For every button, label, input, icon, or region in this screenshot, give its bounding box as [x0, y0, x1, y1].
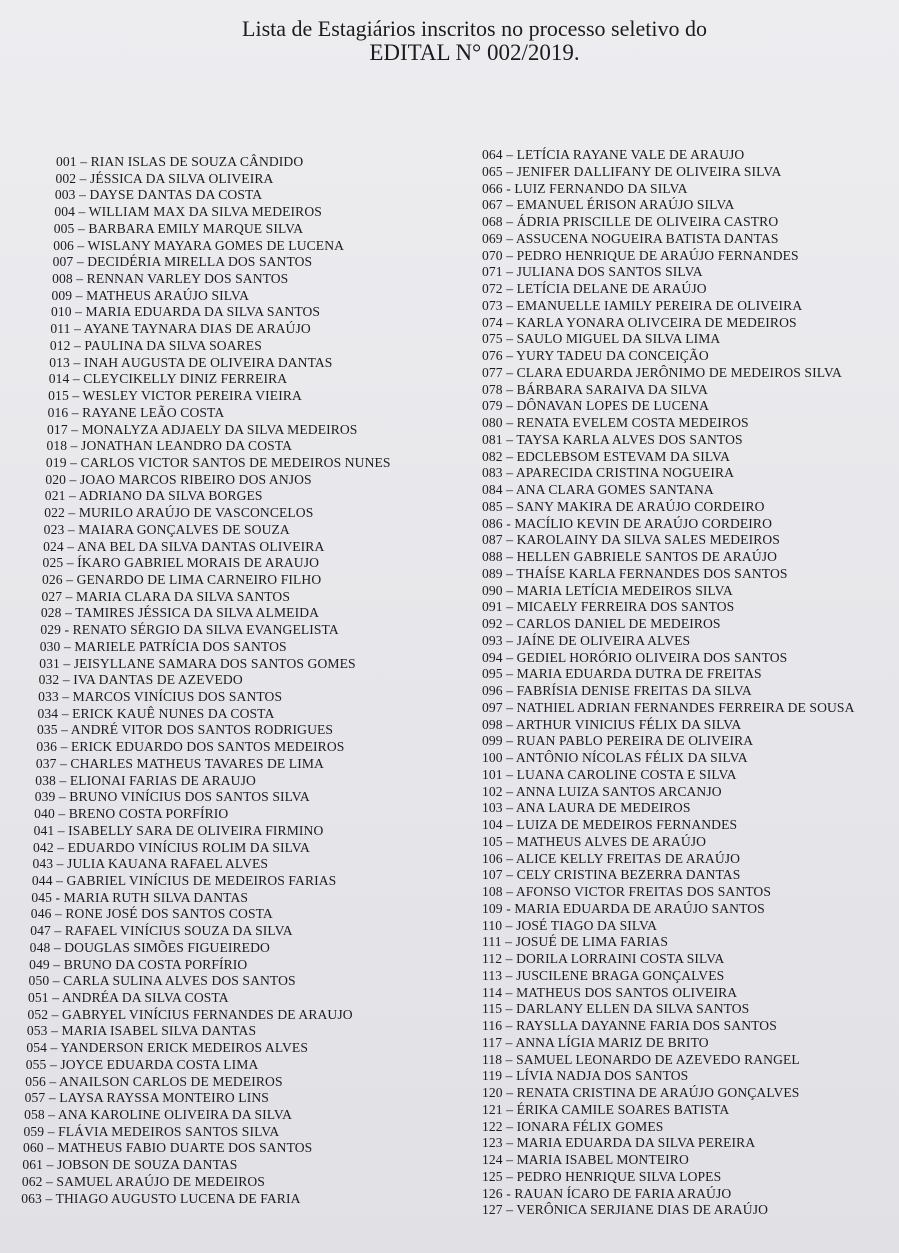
list-item: 095 – MARIA EDUARDA DUTRA DE FREITAS	[482, 666, 762, 682]
list-item: 110 – JOSÉ TIAGO DA SILVA	[482, 917, 658, 933]
list-item: 031 – JEISYLLANE SAMARA DOS SANTOS GOMES	[39, 655, 356, 671]
list-item: 064 – LETÍCIA RAYANE VALE DE ARAUJO	[482, 147, 745, 162]
list-item: 056 – ANAILSON CARLOS DE MEDEIROS	[25, 1073, 283, 1089]
list-item: 049 – BRUNO DA COSTA PORFÍRIO	[29, 956, 248, 972]
list-item: 100 – ANTÔNIO NÍCOLAS FÉLIX DA SILVA	[482, 750, 748, 765]
list-item: 044 – GABRIEL VINÍCIUS DE MEDEIROS FARIAS	[31, 872, 337, 888]
list-item: 125 – PEDRO HENRIQUE SILVA LOPES	[482, 1168, 722, 1184]
list-item: 111 – JOSUÉ DE LIMA FARIAS	[482, 934, 669, 950]
list-item: 076 – YURY TADEU DA CONCEIÇÃO	[482, 348, 709, 363]
list-item: 115 – DARLANY ELLEN DA SILVA SANTOS	[482, 1001, 750, 1017]
list-item: 088 – HELLEN GABRIELE SANTOS DE ARAÚJO	[482, 549, 778, 564]
list-item: 085 – SANY MAKIRA DE ARAÚJO CORDEIRO	[482, 498, 765, 514]
list-item: 004 – WILLIAM MAX DA SILVA MEDEIROS	[54, 204, 322, 220]
list-item: 039 – BRUNO VINÍCIUS DOS SANTOS SILVA	[34, 789, 310, 805]
list-item: 027 – MARIA CLARA DA SILVA SANTOS	[41, 588, 290, 604]
list-item: 083 – APARECIDA CRISTINA NOGUEIRA	[482, 465, 735, 481]
list-item: 092 – CARLOS DANIEL DE MEDEIROS	[482, 616, 721, 631]
list-item: 024 – ANA BEL DA SILVA DANTAS OLIVEIRA	[43, 538, 325, 554]
list-item: 094 – GEDIEL HORÓRIO OLIVEIRA DOS SANTOS	[482, 649, 788, 665]
list-item: 045 - MARIA RUTH SILVA DANTAS	[31, 889, 249, 905]
list-item: 021 – ADRIANO DA SILVA BORGES	[44, 488, 263, 504]
list-item: 077 – CLARA EDUARDA JERÔNIMO DE MEDEIROS SILVA	[482, 364, 842, 380]
list-item: 112 – DORILA LORRAINI COSTA SILVA	[482, 951, 725, 966]
list-item: 078 – BÁRBARA SARAIVA DA SILVA	[482, 381, 708, 397]
list-item: 105 – MATHEUS ALVES DE ARAÚJO	[482, 833, 707, 849]
list-item: 033 – MARCOS VINÍCIUS DOS SANTOS	[38, 689, 283, 705]
list-item: 075 – SAULO MIGUEL DA SILVA LIMA	[482, 331, 721, 347]
list-item: 018 – JONATHAN LEANDRO DA COSTA	[46, 438, 293, 454]
list-item: 098 – ARTHUR VINICIUS FÉLIX DA SILVA	[482, 716, 742, 732]
list-item: 108 – AFONSO VICTOR FREITAS DOS SANTOS	[482, 884, 771, 899]
list-item: 071 – JULIANA DOS SANTOS SILVA	[482, 264, 703, 280]
list-item: 010 – MARIA EDUARDA DA SILVA SANTOS	[50, 304, 321, 320]
list-item: 121 – ÉRIKA CAMILE SOARES BATISTA	[482, 1101, 730, 1117]
list-item: 017 – MONALYZA ADJAELY DA SILVA MEDEIROS	[47, 421, 358, 437]
list-item: 052 – GABRYEL VINÍCIUS FERNANDES DE ARAUJO	[27, 1006, 353, 1022]
list-item: 120 – RENATA CRISTINA DE ARAÚJO GONÇALVES	[482, 1085, 800, 1100]
list-item: 061 – JOBSON DE SOUZA DANTAS	[22, 1157, 238, 1173]
list-item: 036 – ERICK EDUARDO DOS SANTOS MEDEIROS	[36, 739, 345, 755]
list-item: 070 – PEDRO HENRIQUE DE ARAÚJO FERNANDES	[482, 247, 799, 263]
list-item: 055 – JOYCE EDUARDA COSTA LIMA	[25, 1056, 259, 1072]
list-item: 043 – JULIA KAUANA RAFAEL ALVES	[32, 856, 269, 872]
list-item: 101 – LUANA CAROLINE COSTA E SILVA	[482, 766, 737, 782]
list-item: 046 – RONE JOSÉ DOS SANTOS COSTA	[30, 906, 273, 922]
list-item: 016 – RAYANE LEÃO COSTA	[47, 404, 225, 420]
list-item: 081 – TAYSA KARLA ALVES DOS SANTOS	[482, 431, 743, 447]
list-item: 020 – JOAO MARCOS RIBEIRO DOS ANJOS	[45, 471, 312, 487]
list-item: 047 – RAFAEL VINÍCIUS SOUZA DA SILVA	[30, 923, 293, 939]
list-item: 041 – ISABELLY SARA DE OLIVEIRA FIRMINO	[33, 822, 324, 838]
document-title: Lista de Estagiários inscritos no processo seletivo do	[242, 16, 707, 41]
list-item: 124 – MARIA ISABEL MONTEIRO	[482, 1152, 689, 1167]
list-item: 002 – JÉSSICA DA SILVA OLIVEIRA	[55, 170, 274, 186]
list-item: 025 – ÍKARO GABRIEL MORAIS DE ARAUJO	[42, 555, 320, 571]
list-item: 127 – VERÔNICA SERJIANE DIAS DE ARAÚJO	[482, 1202, 769, 1218]
list-item: 001 – RIAN ISLAS DE SOUZA CÂNDIDO	[56, 154, 304, 169]
list-item: 028 – TAMIRES JÉSSICA DA SILVA ALMEIDA	[40, 605, 320, 621]
list-item: 066 - LUIZ FERNANDO DA SILVA	[482, 180, 688, 196]
list-item: 096 – FABRÍSIA DENISE FREITAS DA SILVA	[482, 683, 752, 698]
list-item: 051 – ANDRÉA DA SILVA COSTA	[28, 990, 229, 1005]
list-item: 022 – MURILO ARAÚJO DE VASCONCELOS	[44, 505, 314, 521]
list-item: 029 - RENATO SÉRGIO DA SILVA EVANGELISTA	[40, 622, 339, 638]
list-item: 057 – LAYSA RAYSSA MONTEIRO LINS	[24, 1090, 269, 1106]
list-item: 080 – RENATA EVELEM COSTA MEDEIROS	[482, 415, 749, 430]
list-item: 089 – THAÍSE KARLA FERNANDES DOS SANTOS	[482, 565, 788, 581]
list-item: 093 – JAÍNE DE OLIVEIRA ALVES	[482, 632, 691, 648]
list-item: 103 – ANA LAURA DE MEDEIROS	[482, 800, 691, 816]
list-item: 067 – EMANUEL ÉRISON ARAÚJO SILVA	[482, 197, 735, 213]
list-item: 113 – JUSCILENE BRAGA GONÇALVES	[482, 967, 725, 983]
list-item: 009 – MATHEUS ARAÚJO SILVA	[51, 287, 249, 303]
list-item: 006 – WISLANY MAYARA GOMES DE LUCENA	[53, 237, 345, 253]
list-item: 069 – ASSUCENA NOGUEIRA BATISTA DANTAS	[482, 230, 779, 246]
list-item: 065 – JENIFER DALLIFANY DE OLIVEIRA SILVA	[482, 163, 782, 179]
list-item: 086 - MACÍLIO KEVIN DE ARAÚJO CORDEIRO	[482, 515, 773, 531]
list-item: 062 – SAMUEL ARAÚJO DE MEDEIROS	[21, 1173, 265, 1189]
list-item: 116 – RAYSLLA DAYANNE FARIA DOS SANTOS	[482, 1018, 777, 1033]
list-item: 104 – LUIZA DE MEDEIROS FERNANDES	[482, 817, 738, 832]
list-item: 122 – IONARA FÉLIX GOMES	[482, 1118, 664, 1134]
list-item: 053 – MARIA ISABEL SILVA DANTAS	[26, 1023, 257, 1039]
list-item: 038 – ELIONAI FARIAS DE ARAUJO	[35, 772, 256, 788]
list-item: 011 – AYANE TAYNARA DIAS DE ARAÚJO	[50, 321, 311, 337]
list-item: 034 – ERICK KAUÊ NUNES DA COSTA	[37, 705, 275, 721]
list-item: 072 – LETÍCIA DELANE DE ARAÚJO	[482, 281, 707, 296]
list-item: 090 – MARIA LETÍCIA MEDEIROS SILVA	[482, 582, 733, 598]
list-item: 008 – RENNAN VARLEY DOS SANTOS	[52, 271, 289, 287]
list-item: 073 – EMANUELLE IAMILY PEREIRA DE OLIVEIRA	[482, 297, 803, 313]
list-item: 032 – IVA DANTAS DE AZEVEDO	[38, 672, 243, 688]
list-item: 126 - RAUAN ÍCARO DE FARIA ARAÚJO	[482, 1185, 732, 1201]
list-item: 123 – MARIA EDUARDA DA SILVA PEREIRA	[482, 1135, 756, 1151]
list-item: 118 – SAMUEL LEONARDO DE AZEVEDO RANGEL	[482, 1051, 800, 1067]
list-item: 102 – ANNA LUIZA SANTOS ARCANJO	[482, 783, 722, 799]
list-item: 091 – MICAELY FERREIRA DOS SANTOS	[482, 599, 735, 615]
list-item: 068 – ÁDRIA PRISCILLE DE OLIVEIRA CASTRO	[482, 214, 779, 229]
edital-number: EDITAL N° 002/2019.	[369, 40, 580, 65]
list-item: 082 – EDCLEBSOM ESTEVAM DA SILVA	[482, 448, 731, 464]
list-item: 109 - MARIA EDUARDA DE ARAÚJO SANTOS	[482, 900, 765, 916]
list-item: 119 – LÍVIA NADJA DOS SANTOS	[482, 1068, 689, 1084]
list-item: 030 – MARIELE PATRÍCIA DOS SANTOS	[39, 638, 287, 654]
list-item: 040 – BRENO COSTA PORFÍRIO	[34, 806, 229, 822]
list-item: 012 – PAULINA DA SILVA SOARES	[49, 337, 262, 353]
list-item: 084 – ANA CLARA GOMES SANTANA	[482, 482, 714, 497]
list-item: 048 – DOUGLAS SIMÕES FIGUEIREDO	[29, 939, 270, 955]
list-item: 087 – KAROLAINY DA SILVA SALES MEDEIROS	[482, 532, 780, 548]
list-item: 015 – WESLEY VICTOR PEREIRA VIEIRA	[48, 388, 302, 404]
list-item: 007 – DECIDÉRIA MIRELLA DOS SANTOS	[52, 254, 313, 270]
list-item: 099 – RUAN PABLO PEREIRA DE OLIVEIRA	[482, 733, 754, 749]
list-item: 059 – FLÁVIA MEDEIROS SANTOS SILVA	[23, 1123, 280, 1139]
list-item: 035 – ANDRÉ VITOR DOS SANTOS RODRIGUES	[36, 722, 334, 738]
list-item: 003 – DAYSE DANTAS DA COSTA	[54, 187, 263, 203]
list-item: 037 – CHARLES MATHEUS TAVARES DE LIMA	[35, 755, 324, 771]
list-item: 058 – ANA KAROLINE OLIVEIRA DA SILVA	[24, 1107, 293, 1123]
list-item: 023 – MAIARA GONÇALVES DE SOUZA	[43, 521, 290, 537]
list-item: 019 – CARLOS VICTOR SANTOS DE MEDEIROS NUNES	[45, 454, 391, 470]
list-item: 106 – ALICE KELLY FREITAS DE ARAÚJO	[482, 850, 741, 866]
list-item: 042 – EDUARDO VINÍCIUS ROLIM DA SILVA	[33, 839, 310, 855]
list-item: 074 – KARLA YONARA OLIVCEIRA DE MEDEIROS	[482, 314, 797, 330]
list-item: 050 – CARLA SULINA ALVES DOS SANTOS	[28, 973, 296, 989]
list-item: 114 – MATHEUS DOS SANTOS OLIVEIRA	[482, 984, 738, 1000]
list-item: 014 – CLEYCIKELLY DINIZ FERREIRA	[48, 371, 288, 387]
list-item: 054 – YANDERSON ERICK MEDEIROS ALVES	[26, 1040, 308, 1056]
list-item: 117 – ANNA LÍGIA MARIZ DE BRITO	[482, 1034, 709, 1050]
list-item: 079 – DÔNAVAN LOPES DE LUCENA	[482, 398, 710, 414]
list-item: 005 – BARBARA EMILY MARQUE SILVA	[53, 220, 304, 236]
list-item: 026 – GENARDO DE LIMA CARNEIRO FILHO	[42, 572, 322, 587]
list-item: 013 – INAH AUGUSTA DE OLIVEIRA DANTAS	[49, 354, 333, 370]
list-item: 060 – MATHEUS FABIO DUARTE DOS SANTOS	[22, 1140, 313, 1156]
list-item: 107 – CELY CRISTINA BEZERRA DANTAS	[482, 867, 741, 883]
list-item: 097 – NATHIEL ADRIAN FERNANDES FERREIRA DE SOUSA	[482, 699, 855, 715]
list-item: 063 – THIAGO AUGUSTO LUCENA DE FARIA	[21, 1190, 301, 1206]
